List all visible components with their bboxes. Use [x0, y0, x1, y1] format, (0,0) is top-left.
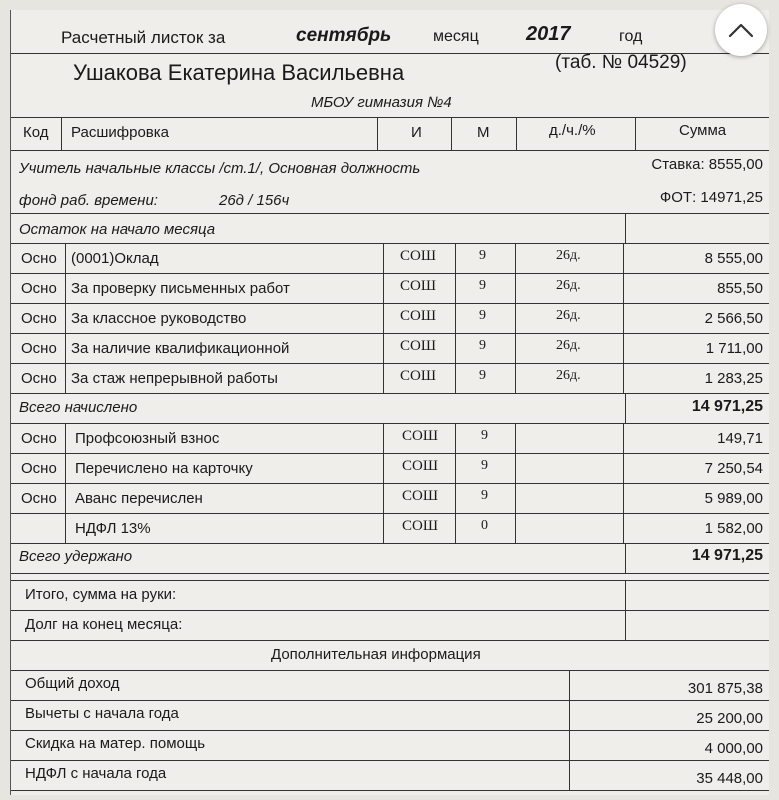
deduction-m: 0 — [481, 518, 488, 533]
employee-name: Ушакова Екатерина Васильевна — [73, 60, 405, 85]
deduction-code: Осно — [21, 430, 57, 447]
total-withheld-sum: 14 971,25 — [691, 547, 763, 564]
accrual-days: 26д. — [556, 368, 581, 383]
accrual-code: Осно — [21, 250, 57, 267]
deduction-sum: 7 250,54 — [704, 460, 763, 477]
chevron-up-icon — [728, 22, 754, 38]
deduction-sum: 149,71 — [717, 430, 763, 447]
tab-number: (таб. № 04529) — [555, 52, 687, 73]
accrual-desc: За наличие квалификационной — [71, 340, 290, 357]
additional-title: Дополнительная информация — [271, 646, 481, 663]
fot-value: ФОТ: 14971,25 — [659, 189, 763, 206]
accrual-code: Осно — [21, 370, 57, 387]
col-i: И — [411, 124, 422, 141]
accrual-m: 9 — [479, 338, 486, 353]
year-word: год — [619, 28, 643, 45]
accrual-code: Осно — [21, 310, 57, 327]
col-description: Расшифровка — [71, 124, 169, 141]
accrual-days: 26д. — [556, 248, 581, 263]
to-hand-label: Итого, сумма на руки: — [25, 586, 177, 603]
accrual-desc: (0001)Оклад — [71, 250, 159, 267]
accrual-i: СОШ — [400, 368, 436, 384]
total-accrued-sum: 14 971,25 — [691, 398, 763, 415]
accrual-desc: За классное руководство — [71, 310, 247, 327]
accrual-sum: 855,50 — [717, 280, 763, 297]
col-sum: Сумма — [679, 122, 727, 139]
deduction-m: 9 — [481, 458, 488, 473]
accrual-m: 9 — [479, 278, 486, 293]
accrual-sum: 8 555,00 — [704, 250, 763, 267]
accrual-i: СОШ — [400, 338, 436, 354]
additional-value: 301 875,38 — [687, 680, 763, 697]
deduction-desc: Аванс перечислен — [75, 490, 203, 507]
additional-label: НДФЛ с начала года — [25, 765, 167, 782]
accrual-sum: 2 566,50 — [704, 310, 763, 327]
accrual-m: 9 — [479, 308, 486, 323]
month-word: месяц — [433, 28, 479, 45]
accrual-desc: За стаж непрерывной работы — [71, 370, 278, 387]
additional-label: Вычеты с начала года — [25, 705, 179, 722]
deduction-desc: Профсоюзный взнос — [75, 430, 220, 447]
deduction-sum: 1 582,00 — [704, 520, 763, 537]
deduction-code: Осно — [21, 490, 57, 507]
scroll-up-button[interactable] — [715, 4, 767, 56]
accrual-m: 9 — [479, 368, 486, 383]
total-withheld-label: Всего удержано — [19, 548, 133, 565]
additional-value: 4 000,00 — [704, 740, 763, 757]
opening-balance-label: Остаток на начало месяца — [19, 221, 216, 238]
accrual-code: Осно — [21, 340, 57, 357]
additional-value: 25 200,00 — [696, 710, 763, 727]
title-prefix: Расчетный листок за — [61, 28, 226, 47]
deduction-desc: НДФЛ 13% — [75, 520, 151, 537]
deduction-i: СОШ — [402, 518, 438, 534]
accrual-code: Осно — [21, 280, 57, 297]
accrual-days: 26д. — [556, 338, 581, 353]
payslip-year: 2017 — [526, 23, 571, 45]
deduction-m: 9 — [481, 488, 488, 503]
position-text: Учитель начальные классы /ст.1/, Основная должность — [19, 160, 421, 177]
total-accrued-label: Всего начислено — [19, 399, 138, 416]
additional-label: Скидка на матер. помощь — [25, 735, 206, 752]
position-rate: Ставка: 8555,00 — [651, 156, 763, 173]
deduction-i: СОШ — [402, 428, 438, 444]
accrual-i: СОШ — [400, 308, 436, 324]
accrual-i: СОШ — [400, 248, 436, 264]
deduction-m: 9 — [481, 428, 488, 443]
accrual-desc: За проверку письменных работ — [71, 280, 290, 297]
accrual-days: 26д. — [556, 308, 581, 323]
col-days: д./ч./% — [549, 122, 596, 139]
accrual-sum: 1 283,25 — [704, 370, 763, 387]
deduction-code: Осно — [21, 460, 57, 477]
additional-value: 35 448,00 — [696, 770, 763, 787]
additional-label: Общий доход — [25, 675, 120, 692]
accrual-sum: 1 711,00 — [705, 340, 763, 357]
fund-label: фонд раб. времени: — [19, 192, 158, 209]
accrual-days: 26д. — [556, 278, 581, 293]
col-m: М — [477, 124, 490, 141]
deduction-sum: 5 989,00 — [704, 490, 763, 507]
accrual-i: СОШ — [400, 278, 436, 294]
deduction-i: СОШ — [402, 458, 438, 474]
fund-value: 26д / 156ч — [219, 192, 290, 209]
col-code: Код — [23, 124, 49, 141]
payslip-month: сентябрь — [296, 25, 392, 46]
organization: МБОУ гимназия №4 — [311, 94, 452, 111]
payslip-sheet — [10, 10, 769, 795]
deduction-i: СОШ — [402, 488, 438, 504]
debt-end-label: Долг на конец месяца: — [25, 616, 183, 633]
accrual-m: 9 — [479, 248, 486, 263]
deduction-desc: Перечислено на карточку — [75, 460, 253, 477]
